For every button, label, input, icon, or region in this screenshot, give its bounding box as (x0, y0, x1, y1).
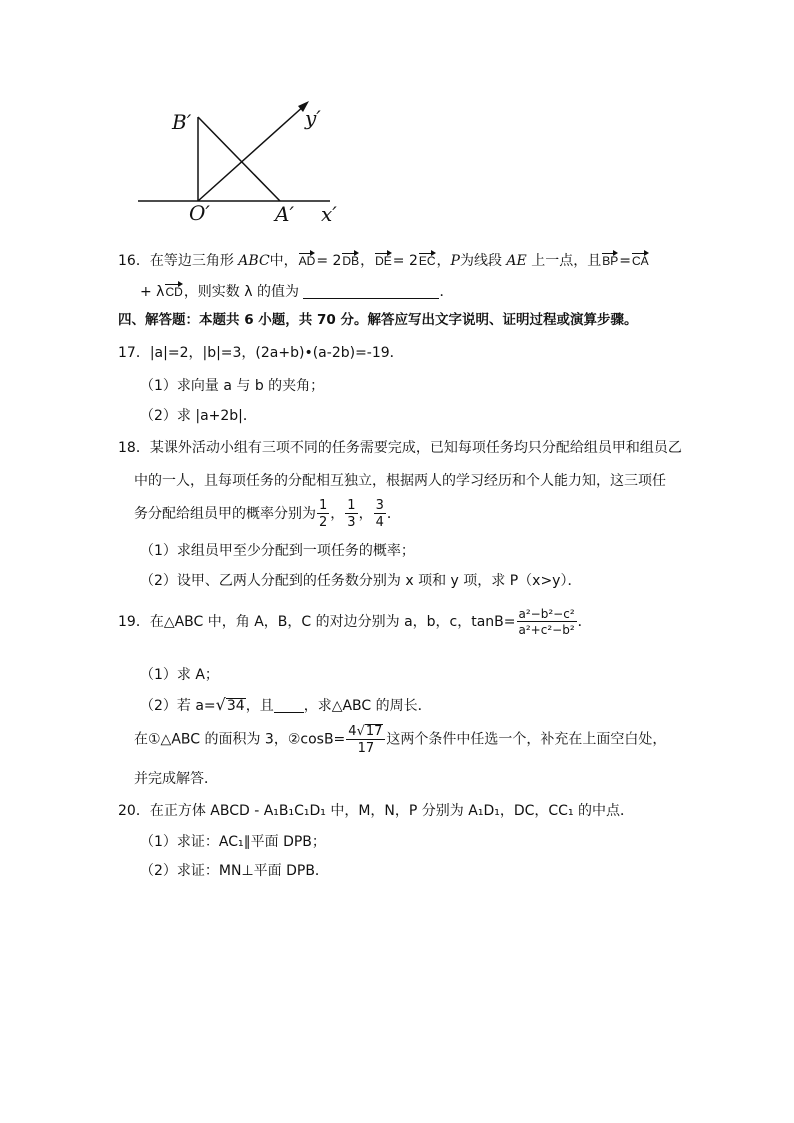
label-B-prime: B′ (172, 110, 192, 134)
question-20-part2: （2）求证：MN⊥平面 DPB． (140, 863, 329, 879)
label-A-prime: A′ (275, 202, 294, 226)
question-18-line2: 中的一人，且每项任务的分配相互独立，根据两人的学习经历和个人能力知，这三项任 (134, 473, 666, 489)
fraction-1-3: $\frac{1}{3}$ (347, 498, 356, 530)
answer-blank[interactable] (303, 286, 439, 299)
condition-blank[interactable] (274, 700, 304, 713)
fraction-3-4: $\frac{3}{4}$ (375, 498, 384, 530)
section-4-heading: 四、解答题：本题共 6 小题，共 70 分。解答应写出文字说明、证明过程或演算步骤。 (118, 312, 638, 328)
label-O-prime: O′ (189, 201, 210, 225)
y-axis (198, 105, 305, 201)
question-19-part2: （2）若 a=√34，且 ，求△ABC 的周长． (140, 695, 432, 714)
question-19-condition-end: 并完成解答． (134, 771, 218, 787)
question-18-part2: （2）设甲、乙两人分配到的任务数分别为 x 项和 y 项，求 P（x>y）． (140, 573, 582, 589)
question-18-part1: （1）求组员甲至少分配到一项任务的概率； (140, 543, 415, 559)
question-16-line2: + λCD，则实数 λ 的值为 ． (140, 284, 454, 300)
fraction-1-2: $\frac{1}{2}$ (319, 498, 328, 530)
question-18-line1: 18．某课外活动小组有三项不同的任务需要完成，已知每项任务均只分配给组员甲和组员乙 (118, 440, 682, 456)
question-20-stem: 20．在正方体 ABCD - A₁B₁C₁D₁ 中，M，N，P 分别为 A₁D₁，DC，CC₁ 的中点． (118, 803, 635, 819)
question-19-stem: 19．在△ABC 中，角 A，B，C 的对边分别为 a，b，c，tanB= $\frac{\text{a²−b²−c²}}{\text{a²+c²−b²}}$ ． (118, 607, 592, 637)
label-y-prime: y′ (305, 106, 321, 130)
question-18-line3: 务分配给组员甲的概率分别为 $\frac{1}{2}$ ， $\frac{1}{3}$ ， $\frac{3}{4}$ ． (134, 498, 401, 530)
question-17-part1: （1）求向量 a 与 b 的夹角； (140, 378, 325, 394)
label-x-prime: x′ (321, 202, 337, 226)
question-19-part1: （1）求 A； (140, 667, 219, 683)
question-17-part2: （2）求 |a+2b|． (140, 408, 257, 424)
question-20-part1: （1）求证：AC₁∥平面 DPB； (140, 834, 326, 850)
question-17-stem: 17．|a|=2，|b|=3，(2a+b)•(a-2b)=-19． (118, 345, 404, 361)
tanB-fraction: $\frac{\text{a²−b²−c²}}{\text{a²+c²−b²}}$ (518, 607, 575, 637)
cosB-fraction: $\frac{4√17}{17}$ (346, 724, 385, 755)
segment-BA (198, 117, 280, 201)
question-19-condition: 在①△ABC 的面积为 3，②cosB= $\frac{4√17}{17}$ 这两个条件中任选一个，补充在上面空白处， (134, 724, 667, 756)
question-16-line1: 16．在等边三角形 ABC中，AD= 2DB，DE= 2EC，P为线段 AE 上一点，且BP=CA (118, 253, 649, 269)
